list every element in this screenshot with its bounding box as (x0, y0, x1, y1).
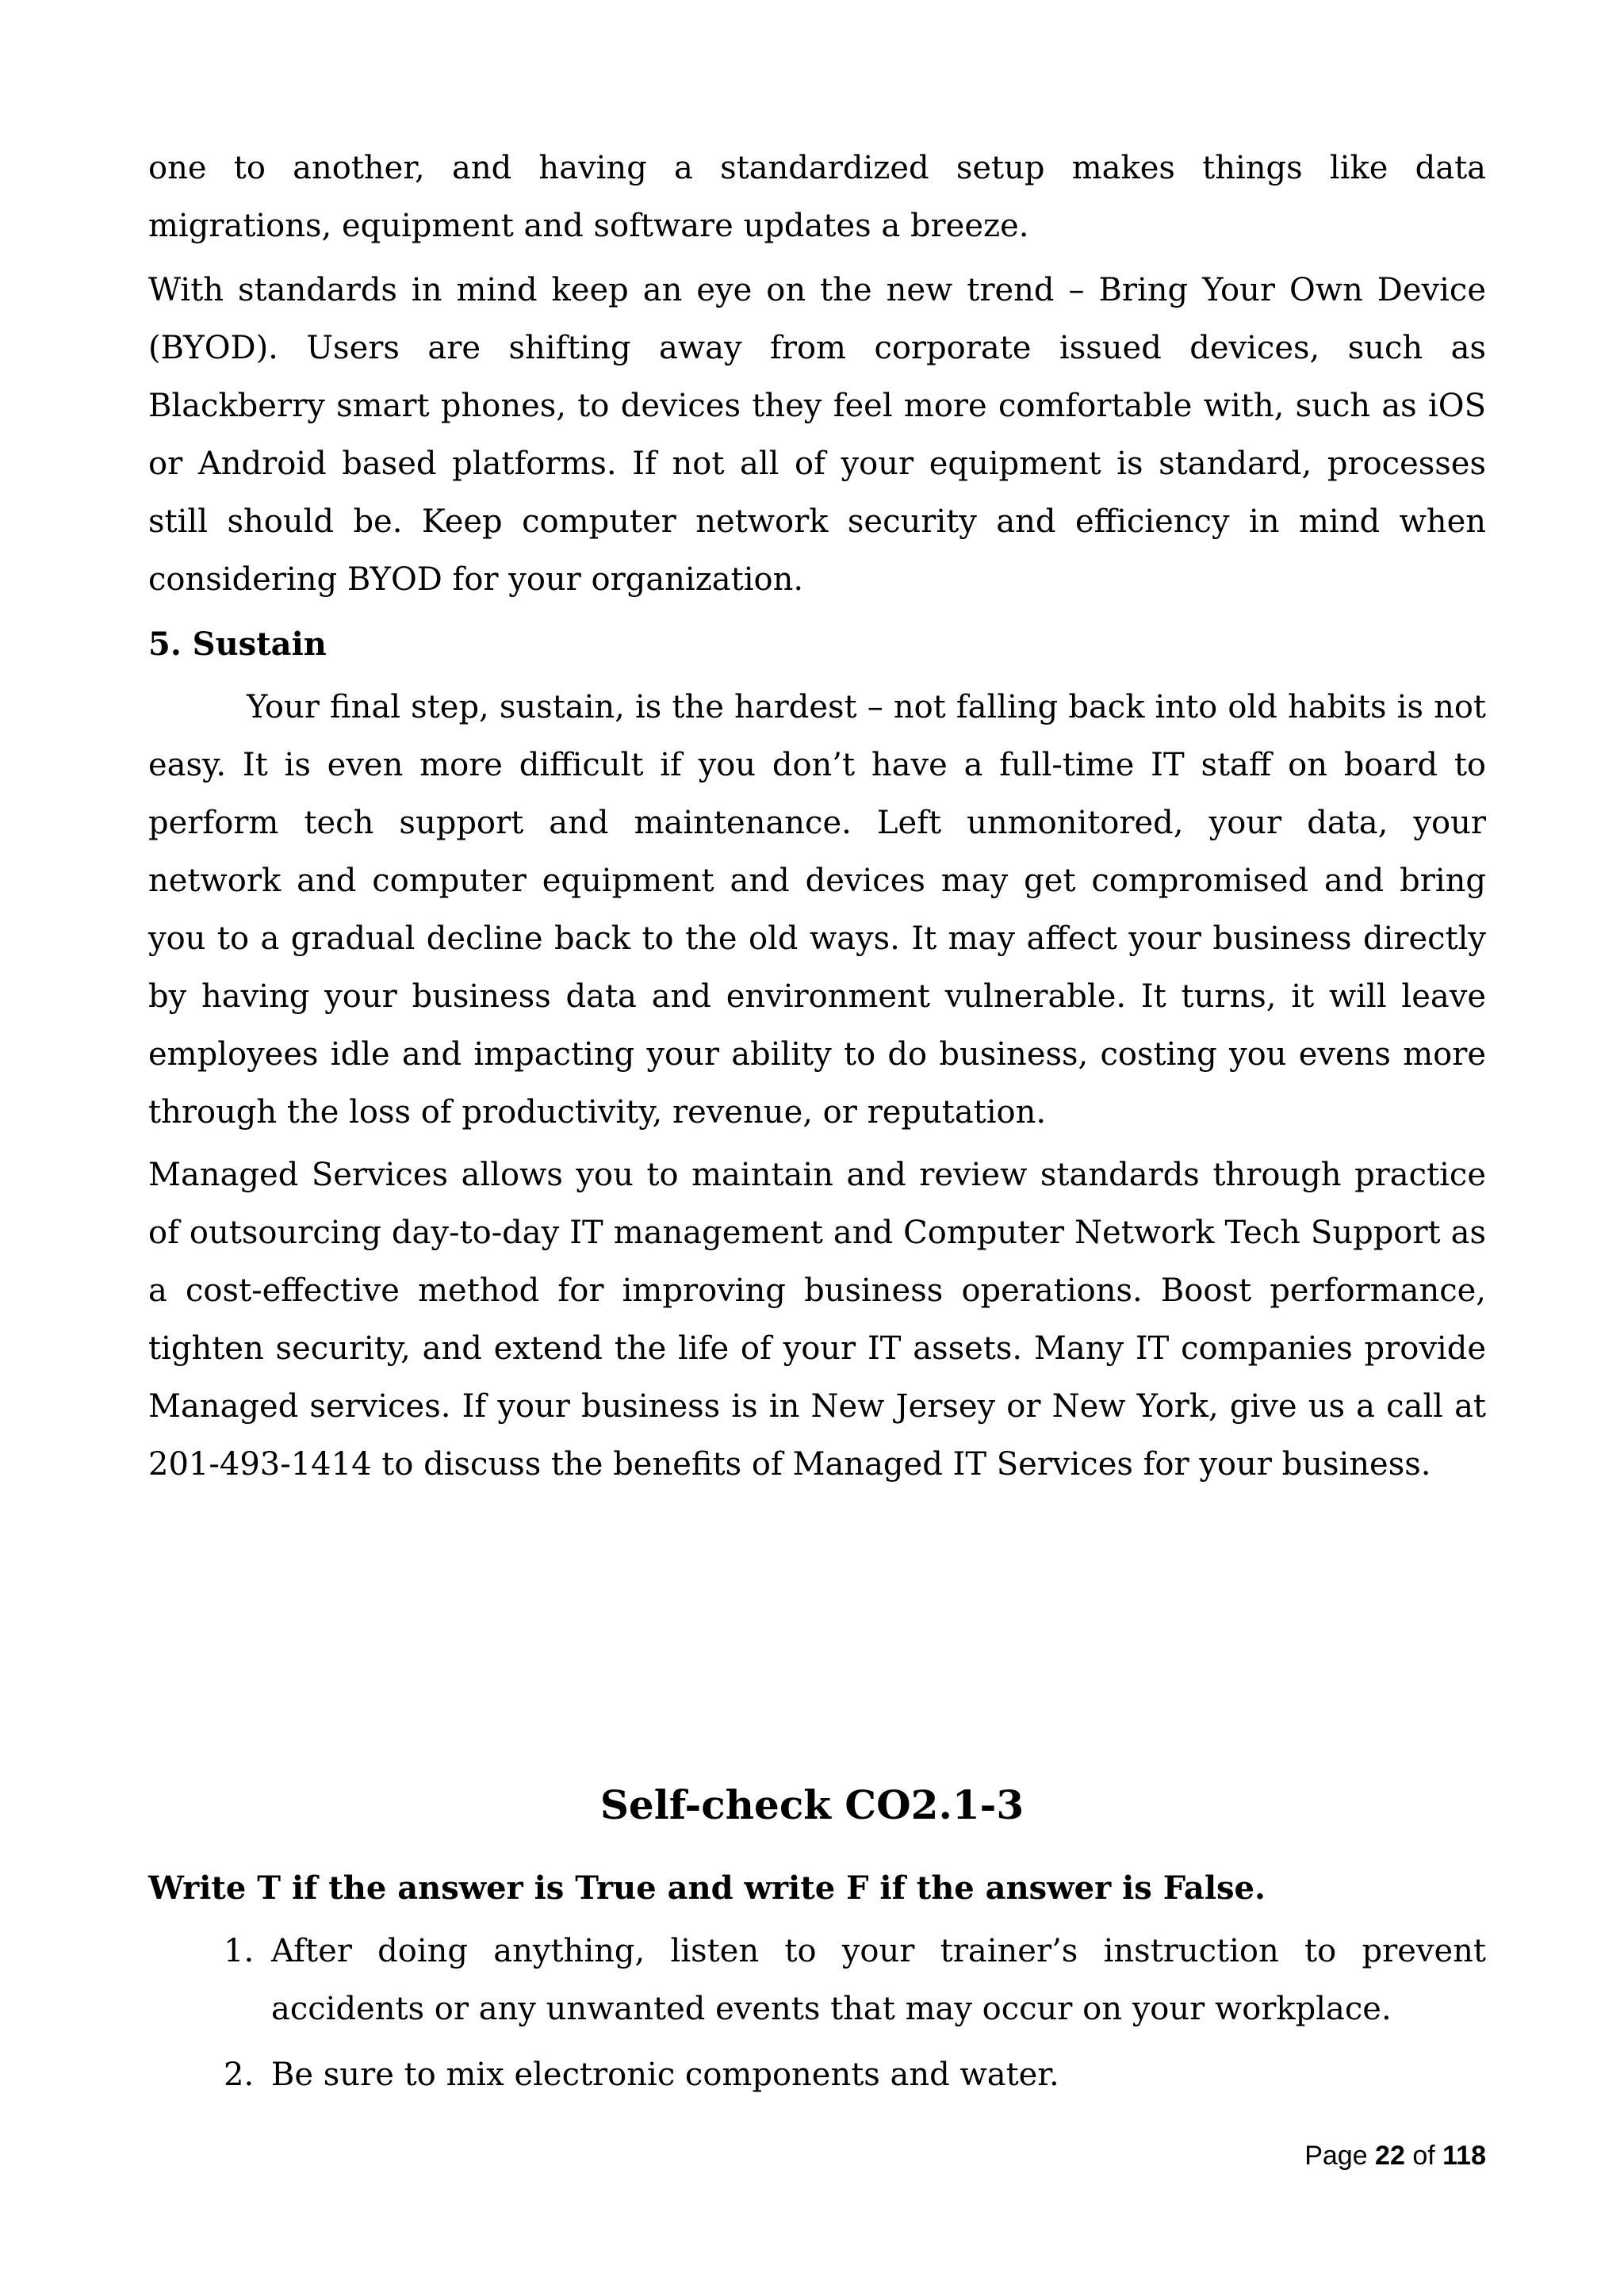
question-text: Be sure to mix electronic components and water. (271, 2057, 1059, 2093)
question-item (148, 1923, 1486, 2038)
self-check-instruction: Write T if the answer is True and write F if the answer is False. (148, 1869, 1266, 1907)
paragraph-sustain: Your final step, sustain, is the hardest – not falling back into old habits is not easy. It is even more difficult if you don’t have a full-time IT staff on board to perform tech support and maintenance. Left unmonitored, your data, your network and computer equipment and devices may get compromised and bring you to a gradual decline back to the old ways. It may affect your business directly by having your business data and environment vulnerable. It turns, it will leave employees idle and impacting your ability to do business, costing you evens more through the loss of productivity, revenue, or reputation. (148, 689, 1486, 1131)
section-heading-sustain: 5. Sustain (148, 626, 327, 663)
page-label: Page (1304, 2141, 1368, 2171)
paragraph-byod: With standards in mind keep an eye on the new trend – Bring Your Own Device (BYOD). Users are shifting away from corporate issued devices, such as Blackberry smart phones, to devices they feel more comfortable with, such as iOS or Android based platforms. If not all of your equipment is standard, processes still should be. Keep computer network security and efficiency in mind when considering BYOD for your organization. (148, 272, 1486, 598)
page-number: 22 (1375, 2141, 1405, 2171)
question-list (148, 1923, 1486, 2112)
question-number: 2. (224, 2057, 255, 2093)
page-footer (1304, 2136, 1486, 2175)
question-text: After doing anything, listen to your trainer’s instruction to prevent accidents or any unwanted events that may occur on your workplace. (271, 1933, 1486, 2027)
paragraph-managed-services: Managed Services allows you to maintain and review standards through practice of outsourcing day-to-day IT management and Computer Network Tech Support as a cost-effective method for improving business operations. Boost performance, tighten security, and extend the life of your IT assets. Many IT companies provide Managed services. If your business is in New Jersey or New York, give us a call at 201-493-1414 to discuss the benefits of Managed IT Services for your business. (148, 1157, 1486, 1483)
question-item (148, 2046, 1486, 2104)
total-pages: 118 (1442, 2141, 1486, 2171)
self-check-title: Self-check CO2.1-3 (599, 1781, 1025, 1828)
of-label: of (1412, 2141, 1435, 2171)
paragraph-standardized-setup: one to another, and having a standardized setup makes things like data migrations, equipment and software updates a breeze. (148, 150, 1486, 244)
question-number: 1. (224, 1933, 255, 1969)
